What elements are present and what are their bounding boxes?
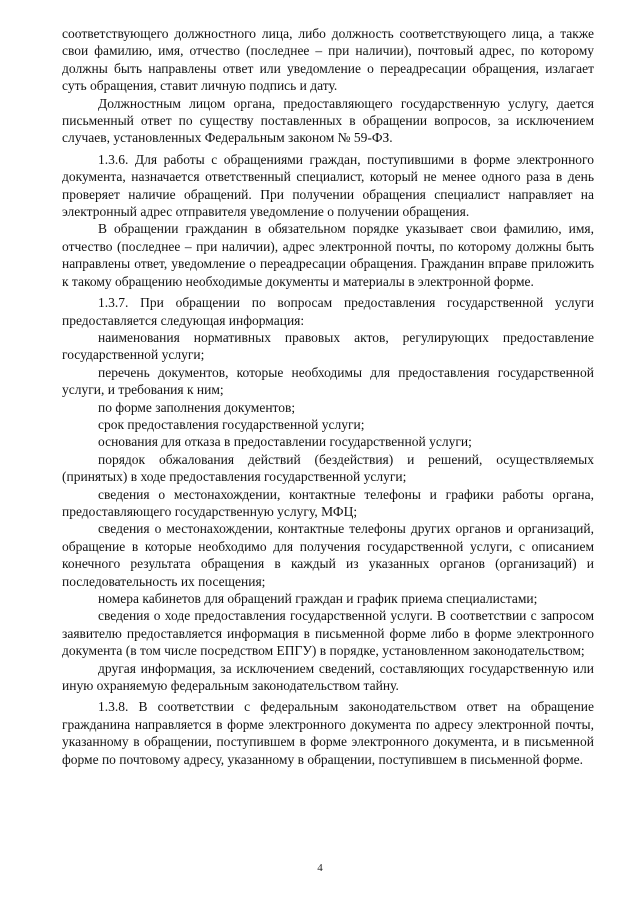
paragraph-continuation: соответствующего должностного лица, либо должность соответствующего лица, а также свои фамилию, имя, отчество (последнее – при наличии), почтовый адрес, по которому должны быть направлены ответ или уведомление о переадресации обращения, излагает суть обращения, ставит личную подпись и дату. [62, 26, 594, 94]
page-number: 4 [317, 862, 323, 874]
list-item: порядок обжалования действий (бездействия) и решений, осуществляемых (принятых) в ходе предоставления государственной услуги; [62, 451, 594, 485]
list-item: перечень документов, которые необходимы для предоставления государственной услуги, и требования к ним; [62, 364, 594, 398]
document-page [62, 25, 594, 768]
paragraph-written-answer: Должностным лицом органа, предоставляющего государственную услугу, дается письменный ответ по существу поставленных в обращении вопросов, за исключением случаев, установленных Федеральным законом № 59-ФЗ. [62, 95, 594, 146]
list-item: другая информация, за исключением сведений, составляющих государственную или иную охраняемую федеральным законодательством тайну. [62, 660, 594, 694]
list-item: срок предоставления государственной услуги; [98, 416, 365, 432]
list-item: основания для отказа в предоставлении государственной услуги; [98, 434, 472, 450]
list-item: сведения о местонахождении, контактные телефоны других органов и организаций, обращение в которые необходимо для получения государственной услуги, с описанием конечного результата обращения в каждый из указанных органов (организаций) и последовательность их посещения; [62, 521, 594, 589]
paragraph-1-3-6: 1.3.6. Для работы с обращениями граждан, поступившими в форме электронного документа, назначается ответственный специалист, который не менее одного раза в день проверяет наличие обращений. При получении обращения специалист направляет на электронный адрес отправителя уведомление о получении обращения. [62, 151, 594, 220]
paragraph-1-3-8: 1.3.8. В соответствии с федеральным законодательством ответ на обращение гражданина направляется в форме электронного документа по адресу электронной почты, указанному в обращении, поступившем в форме электронного документа, и в письменной форме по почтовому адресу, указанному в обращении, поступившем в письменной форме. [62, 699, 594, 767]
list-item: номера кабинетов для обращений граждан и график приема специалистами; [98, 591, 538, 606]
list-item: сведения о местонахождении, контактные телефоны и графики работы органа, предоставляющего государственную услугу, МФЦ; [62, 486, 594, 519]
paragraph-electronic-request: В обращении гражданин в обязательном порядке указывает свои фамилию, имя, отчество (последнее – при наличии), адрес электронной почты, по которому должны быть направлены ответ, уведомление о переадресации обращения. Гражданин вправе приложить к такому обращению необходимые документы и материалы в электронной форме. [62, 221, 594, 289]
paragraph-1-3-7: 1.3.7. При обращении по вопросам предоставления государственной услуги предоставляется следующая информация: [62, 295, 594, 328]
list-item: по форме заполнения документов; [98, 399, 296, 415]
list-item: сведения о ходе предоставления государственной услуги. В соответствии с запросом заявителю предоставляется информация в письменной форме либо в форме электронного документа (в том числе посредством ЕПГУ) в порядке, установленном законодательством; [62, 608, 594, 659]
list-item: наименования нормативных правовых актов, регулирующих предоставление государственной услуги; [62, 329, 594, 363]
